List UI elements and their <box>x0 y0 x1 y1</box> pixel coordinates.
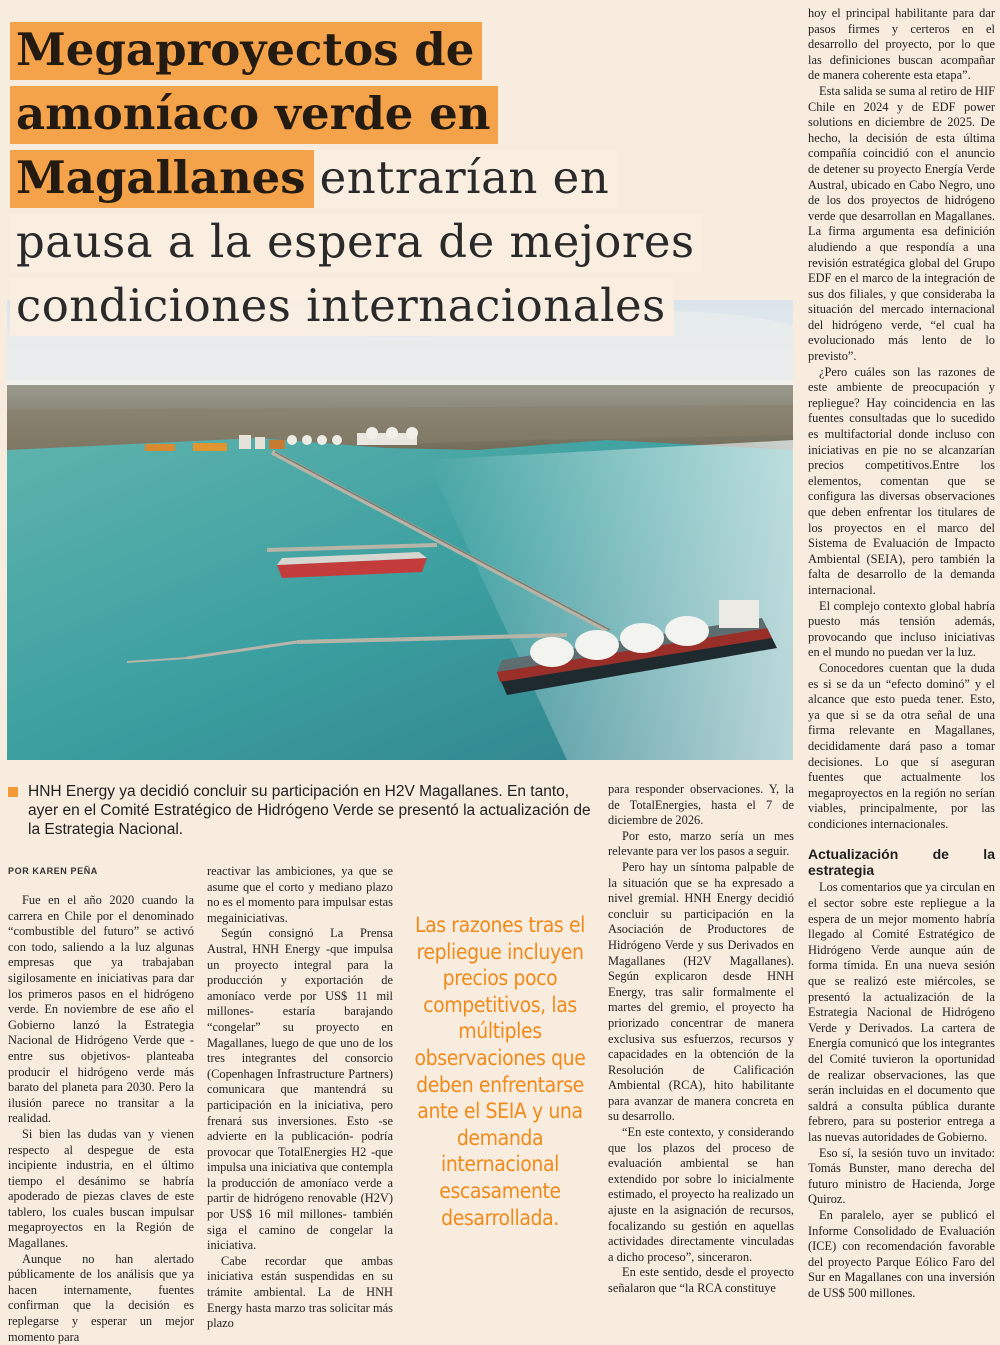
body-column-3 <box>608 782 794 1297</box>
right-paragraph-5: Conocedores cuentan que la duda es si se da un “efecto dominó” y el alcance que esto pueda tener. Esto, ya que si se da otra señal de una firma relevante en Magallanes, decididamente dará paso a tomar decisiones. Lo que sí aseguran fuentes que actualmente los megaproyectos en la región no serían viables, principalmente, por las condiciones internacionales. <box>808 660 995 831</box>
headline-line-5: condiciones internacionales <box>10 278 674 336</box>
col1-paragraph-2: Si bien las dudas van y vienen respecto al despegue de esta incipiente industria, en el último tiempo el desánimo se habría apoderado de piezas claves de este tablero, los cuales buscan impulsar megaproyectos en la Región de Magallanes. <box>8 1126 194 1251</box>
headline-line-1: Megaproyectos de <box>10 22 482 80</box>
pull-quote: Las razones tras el repliegue incluyen precios poco competitivos, las múltiples observaciones que deben enfrentarse ante el SEIA y una demanda internacional escasamente desarrollada. <box>414 913 586 1230</box>
hero-image <box>7 300 793 760</box>
col2-paragraph-2: Según consignó La Prensa Austral, HNH Energy -que impulsa un proyecto integral para la producción y exportación de amoníaco verde por US$ 11 mil millones- estaría barajando “congelar” su proyecto en Magallanes, luego de que uno de los tres integrantes del consorcio (Copenhagen Infrastructure Partners) comunicara que mantendrá su participación en la iniciativa, pero frenará sus inversiones. Esto -se advierte en la publicación- podría provocar que TotalEnergies H2 -que impulsa una iniciativa que contempla la producción de amoníaco verde a partir de hidrógeno renovable (H2V) por US$ 16 mil millones- también siga el camino de congelar la iniciativa. <box>207 926 393 1253</box>
port-illustration <box>7 300 793 760</box>
col3-paragraph-5: En este sentido, desde el proyecto señalaron que “la RCA constituye <box>608 1265 794 1295</box>
headline <box>10 22 795 342</box>
col3-paragraph-4: “En este contexto, y considerando que los plazos del proceso de evaluación ambiental se han extendido por sobre lo inicialmente estimado, el proyecto ha realizado un ajuste en la asignación de recursos, focalizando su gestión en aquellas actividades directamente vinculadas a dicho proceso”, sinceraron. <box>608 1125 794 1264</box>
headline-line-2: amoníaco verde en <box>10 86 498 144</box>
col3-paragraph-2: Por esto, marzo sería un mes relevante para ver los pasos a seguir. <box>608 828 794 859</box>
body-column-2 <box>207 864 393 1332</box>
byline: POR KAREN PEÑA <box>8 866 98 876</box>
body-column-1 <box>8 893 194 1345</box>
right-paragraph-1: hoy el principal habilitante para dar pasos firmes y certeros en el desarrollo del proyecto, por lo que las definiciones buscan acompañar de manera coherente esta etapa”. <box>808 6 995 83</box>
col1-paragraph-1: Fue en el año 2020 cuando la carrera en Chile por el denominado “combustible del futuro” se activó con todo, saliendo a la luz algunas empresas que ya trabajaban sigilosamente en iniciativas para dar los primeros pasos en el hidrógeno verde. En noviembre de ese año el Gobierno lanzó la Estrategia Nacional de Hidrógeno Verde que -entre sus objetivos- planteaba producir el hidrógeno verde más barato del planeta para 2030. Pero la ilusión parece no transitar a la realidad. <box>8 893 194 1126</box>
right-column <box>808 6 995 1302</box>
subhead: Actualización de la estrategia <box>808 846 995 879</box>
lead <box>8 782 593 839</box>
right-paragraph-3: ¿Pero cuáles son las razones de este ambiente de preocupación y repliegue? Hay coincidencia en las fuentes consultadas que lo sucedido es multifactorial donde incluso con iniciativas en pie no se alcanzarían precios competitivos.Entre los elementos, comentan que se configura las diversas observaciones que deben enfrentar los titulares de los proyectos en el marco del Sistema de Evaluación de Impacto Ambiental (SEIA), pero también la falta de desarrollo de la demanda internacional. <box>808 364 995 597</box>
right-paragraph-2: Esta salida se suma al retiro de HIF Chile en 2024 y de EDF power solutions en diciembre de 2025. De hecho, la decisión de esta última compañía coincidió con el anuncio de detener su proyecto Energía Verde Austral, ubicado en Cabo Negro, uno de los dos proyectos de hidrógeno verde que desarrollan en Magallanes. La firma argumenta esa definición aludiendo a que respondía a una revisión estratégica global del Grupo EDF en el marco de la integración de sus dos filiales, y que consideraba la situación del mercado internacional del hidrógeno verde, “el cual ha evolucionado más lento de lo previsto”. <box>808 83 995 364</box>
col3-paragraph-1: para responder observaciones. Y, la de TotalEnergies, hasta el 7 de diciembre de 2026. <box>608 782 794 828</box>
lead-text: HNH Energy ya decidió concluir su participación en H2V Magallanes. En tanto, ayer en el Comité Estratégico de Hidrógeno Verde se presentó la actualización de la Estrategia Nacional. <box>28 783 591 838</box>
col3-paragraph-3: Pero hay un síntoma palpable de la situación que se ha expresado a nivel gremial. HNH Energy decidió concluir su participación en la Asociación de Productores de Hidrógeno Verde y sus Derivados en Magallanes (H2V Magallanes). Según explicaron desde HNH Energy, tras salir formalmente el martes del gremio, el proyecto ha priorizado concentrar de manera exclusiva sus esfuerzos, recursos y capacidades en la obtención de la Resolución de Calificación Ambiental (RCA), hito habilitante para avanzar de manera concreta en su desarrollo. <box>608 859 794 1124</box>
right-paragraph-6: Los comentarios que ya circulan en el sector sobre este repliegue a la espera de un mejor momento habría llegado al Comité Estratégico de Hidrógeno Verde aunque aún de forma tímida. En una nueva sesión que se realizó este miércoles, se presentó la actualización de la Estrategia Nacional de Hidrógeno Verde y Derivados. La cartera de Energía comunicó que los integrantes del Comité tuvieron la oportunidad de realizar observaciones, las que serán incluidas en el documento que saldrá a consulta pública durante febrero, para su posterior entrega a las nuevas autoridades de Gobierno. <box>808 880 995 1144</box>
headline-line-3-light: entrarían en <box>314 150 618 208</box>
right-paragraph-4: El complejo contexto global habría puesto más tensión además, provocando que incluso iniciativas en el mundo no puedan ver la luz. <box>808 598 995 660</box>
col2-paragraph-1: reactivar las ambiciones, ya que se asume que el corto y mediano plazo no es el momento para impulsar estas megainiciativas. <box>207 864 393 925</box>
col1-paragraph-3: Aunque no han alertado públicamente de los análisis que ya hacen internamente, fuentes confirman que la decisión es replegarse y esperar un mejor momento para <box>8 1251 194 1344</box>
col2-paragraph-3: Cabe recordar que ambas iniciativa están suspendidas en su trámite ambiental. La de HNH Energy hasta marzo tras solicitar más plazo <box>207 1253 393 1331</box>
headline-line-3-bold: Magallanes <box>10 150 314 208</box>
right-paragraph-8: En paralelo, ayer se publicó el Informe Consolidado de Evaluación (ICE) con recomendación favorable del proyecto Parque Eólico Faro del Sur en Magallanes con una inversión de US$ 500 millones. <box>808 1207 995 1300</box>
right-paragraph-7: Eso sí, la sesión tuvo un invitado: Tomás Bunster, mano derecha del futuro ministro de Hacienda, Jorge Quiroz. <box>808 1145 995 1207</box>
headline-line-4: pausa a la espera de mejores <box>10 214 703 272</box>
lead-bullet-icon <box>8 787 18 797</box>
